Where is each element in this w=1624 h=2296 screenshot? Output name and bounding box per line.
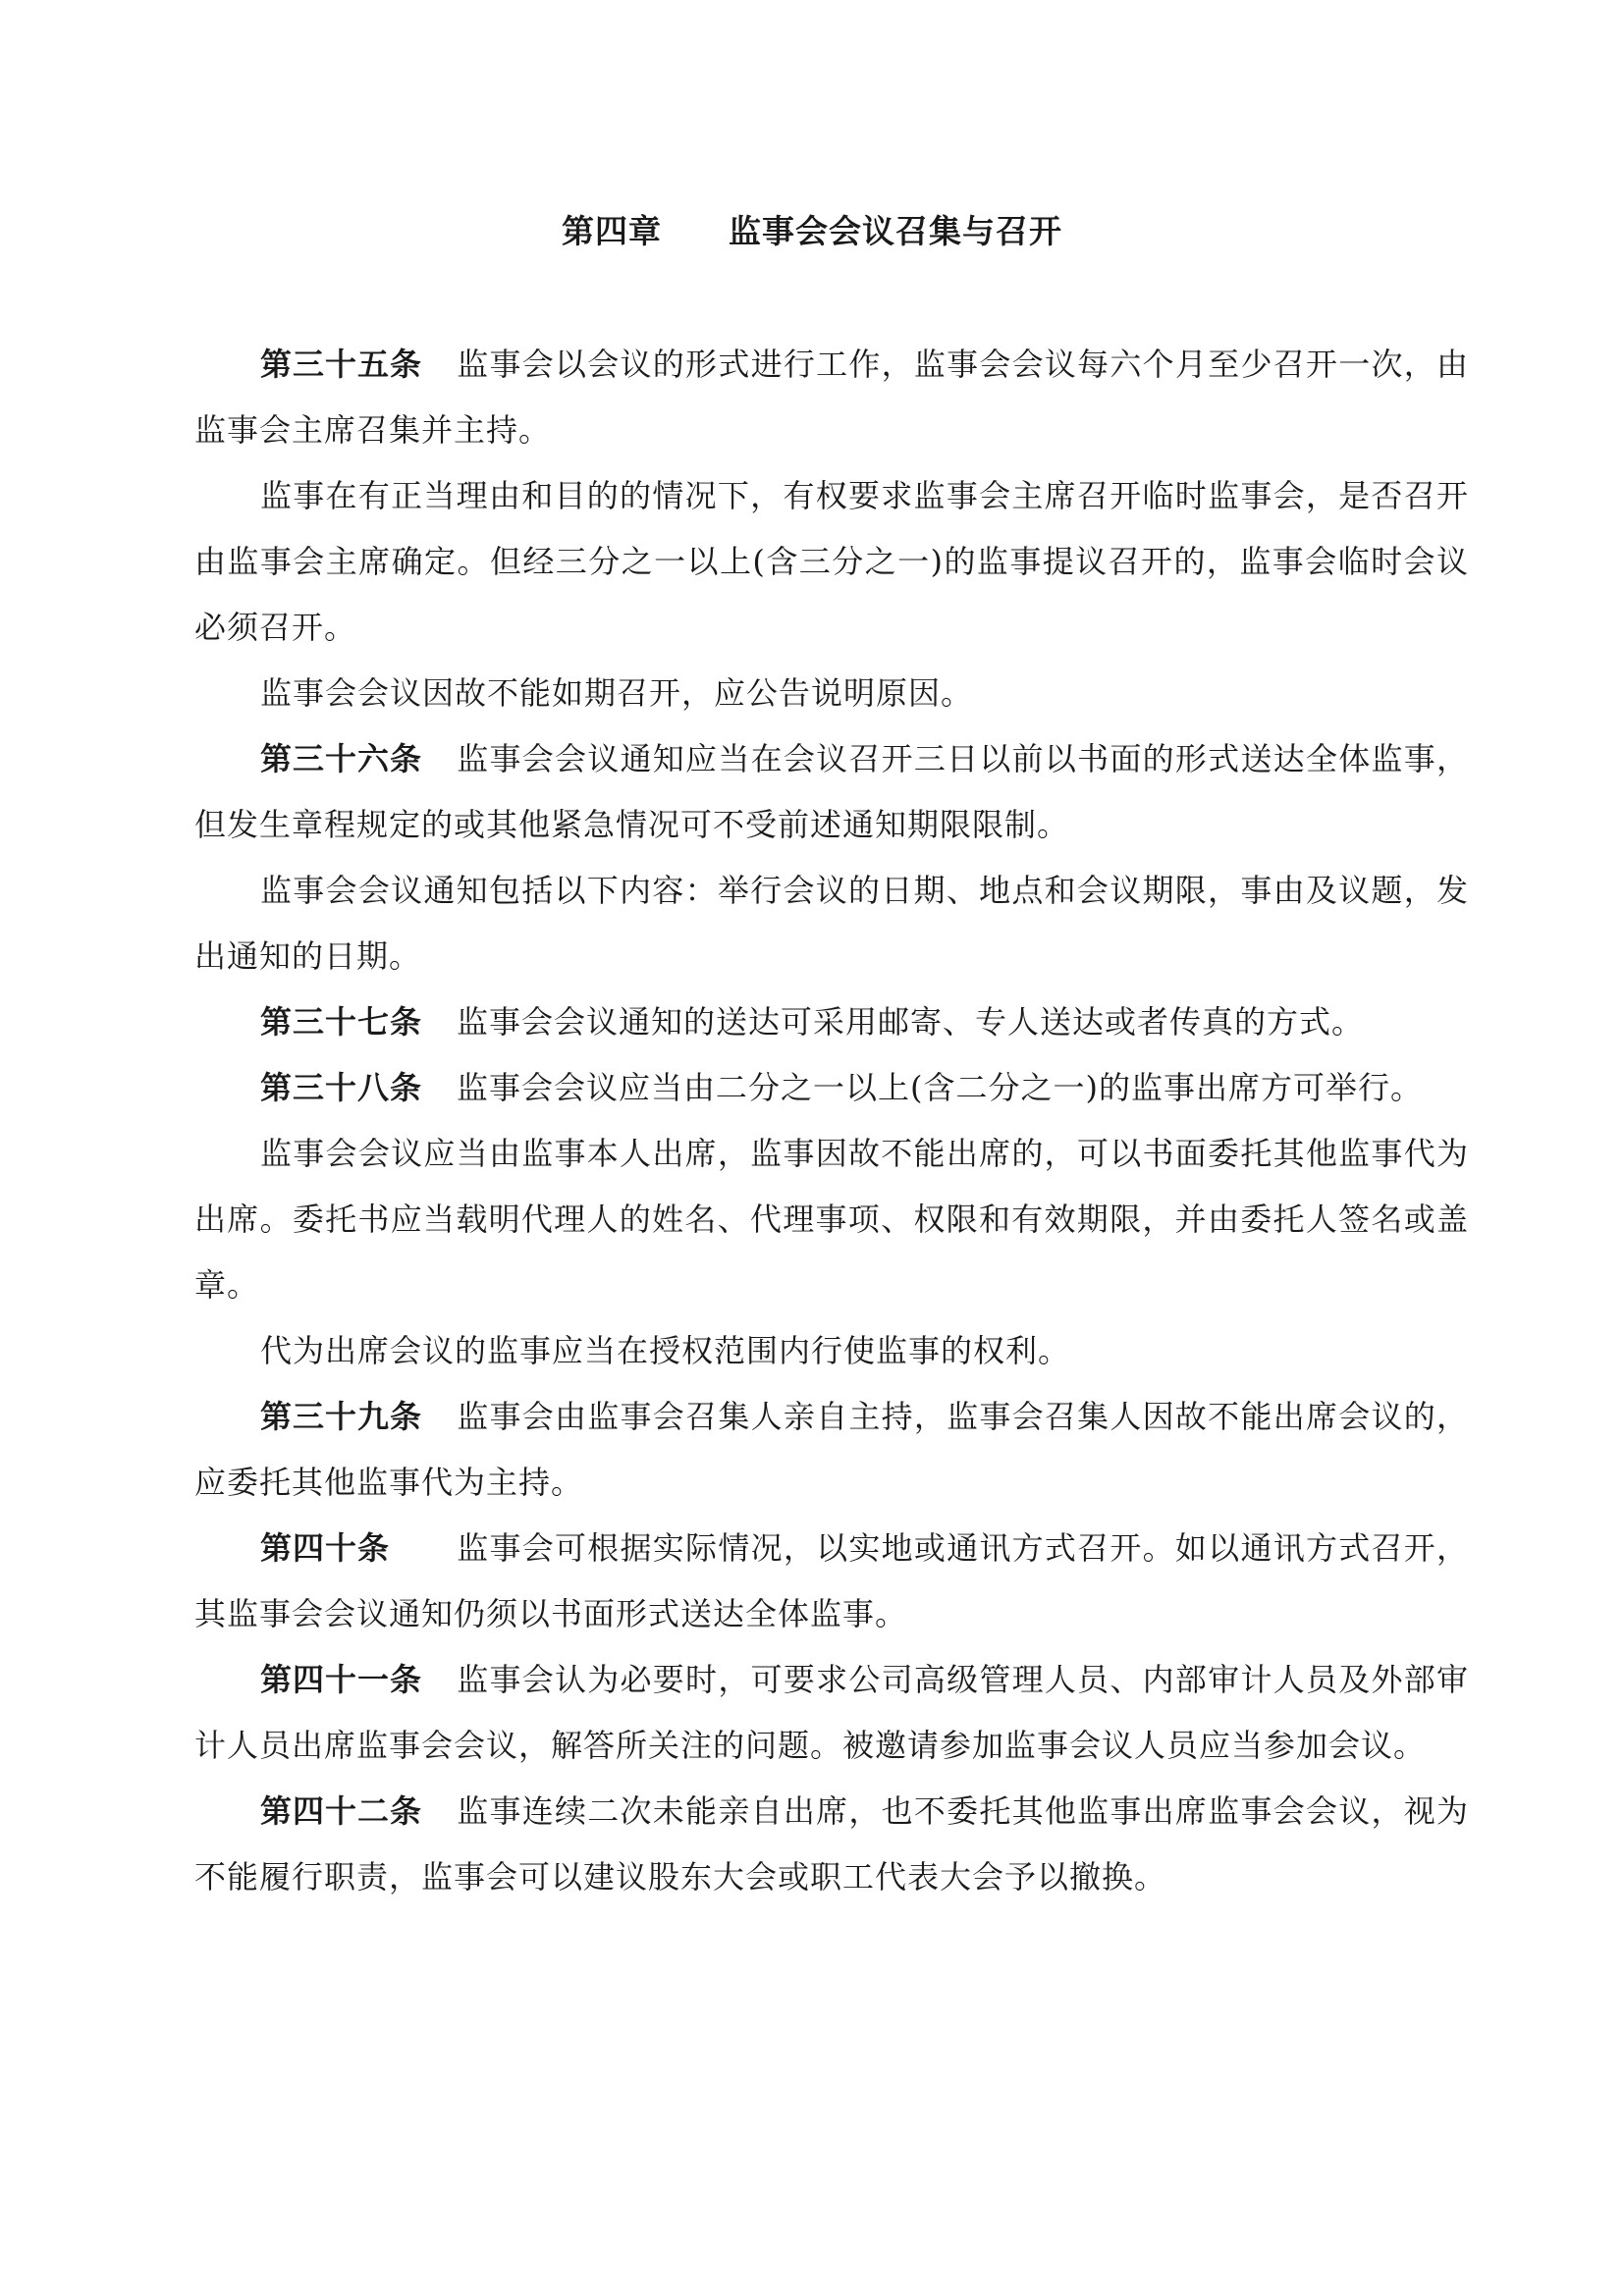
paragraph-text: 监事连续二次未能亲自出席，也不委托其他监事出席监事会会议，视为不能履行职责，监事会可以建议股东大会或职工代表大会予以撤换。 — [194, 1792, 1469, 1896]
paragraph-text: 监事会会议通知的送达可采用邮寄、专人送达或者传真的方式。 — [457, 1003, 1365, 1041]
article-paragraph — [194, 989, 1469, 1055]
paragraph-text: 监事会由监事会召集人亲自主持，监事会召集人因故不能出席会议的，应委托其他监事代为主持。 — [194, 1398, 1469, 1501]
article-number: 第三十八条 — [260, 1069, 423, 1106]
article-number: 第三十五条 — [260, 346, 423, 383]
paragraph-text: 监事会可根据实际情况，以实地或通讯方式召开。如以通讯方式召开，其监事会会议通知仍须以书面形式送达全体监事。 — [194, 1529, 1469, 1632]
paragraph-text: 监事会会议通知应当在会议召开三日以前以书面的形式送达全体监事，但发生章程规定的或其他紧急情况可不受前述通知期限限制。 — [194, 740, 1469, 843]
article-number: 第四十条 — [260, 1529, 391, 1567]
paragraph-text: 监事会会议通知包括以下内容：举行会议的日期、地点和会议期限，事由及议题，发出通知的日期。 — [194, 872, 1469, 975]
article-number: 第三十七条 — [260, 1003, 423, 1041]
paragraph-text: 监事在有正当理由和目的的情况下，有权要求监事会主席召开临时监事会，是否召开由监事会主席确定。但经三分之一以上(含三分之一)的监事提议召开的，监事会临时会议必须召开。 — [194, 477, 1469, 646]
article-paragraph — [194, 332, 1469, 463]
article-paragraph — [194, 1384, 1469, 1516]
chapter-title: 第四章 监事会会议召集与召开 — [562, 212, 1062, 250]
article-number: 第三十九条 — [260, 1398, 423, 1435]
paragraph — [194, 661, 1469, 726]
paragraph-text: 监事会会议应当由监事本人出席，监事因故不能出席的，可以书面委托其他监事代为出席。委托书应当载明代理人的姓名、代理事项、权限和有效期限，并由委托人签名或盖章。 — [194, 1135, 1469, 1304]
article-number: 第四十二条 — [260, 1792, 423, 1830]
article-paragraph — [194, 1647, 1469, 1779]
paragraph-text: 监事会认为必要时，可要求公司高级管理人员、内部审计人员及外部审计人员出席监事会会议，解答所关注的问题。被邀请参加监事会议人员应当参加会议。 — [194, 1661, 1469, 1764]
paragraph-text: 代为出席会议的监事应当在授权范围内行使监事的权利。 — [260, 1332, 1071, 1369]
document-body — [194, 332, 1469, 1910]
paragraph — [194, 858, 1469, 989]
article-paragraph — [194, 726, 1469, 858]
paragraph-text: 监事会会议应当由二分之一以上(含二分之一)的监事出席方可举行。 — [457, 1069, 1423, 1106]
article-paragraph — [194, 1055, 1469, 1121]
paragraph — [194, 1318, 1469, 1384]
article-number: 第四十一条 — [260, 1661, 423, 1698]
article-paragraph — [194, 1779, 1469, 1910]
paragraph-text: 监事会以会议的形式进行工作，监事会会议每六个月至少召开一次，由监事会主席召集并主持。 — [194, 346, 1469, 449]
paragraph-text: 监事会会议因故不能如期召开，应公告说明原因。 — [260, 674, 974, 712]
article-paragraph — [194, 1516, 1469, 1647]
paragraph — [194, 1121, 1469, 1318]
article-number: 第三十六条 — [260, 740, 423, 777]
paragraph — [194, 463, 1469, 661]
